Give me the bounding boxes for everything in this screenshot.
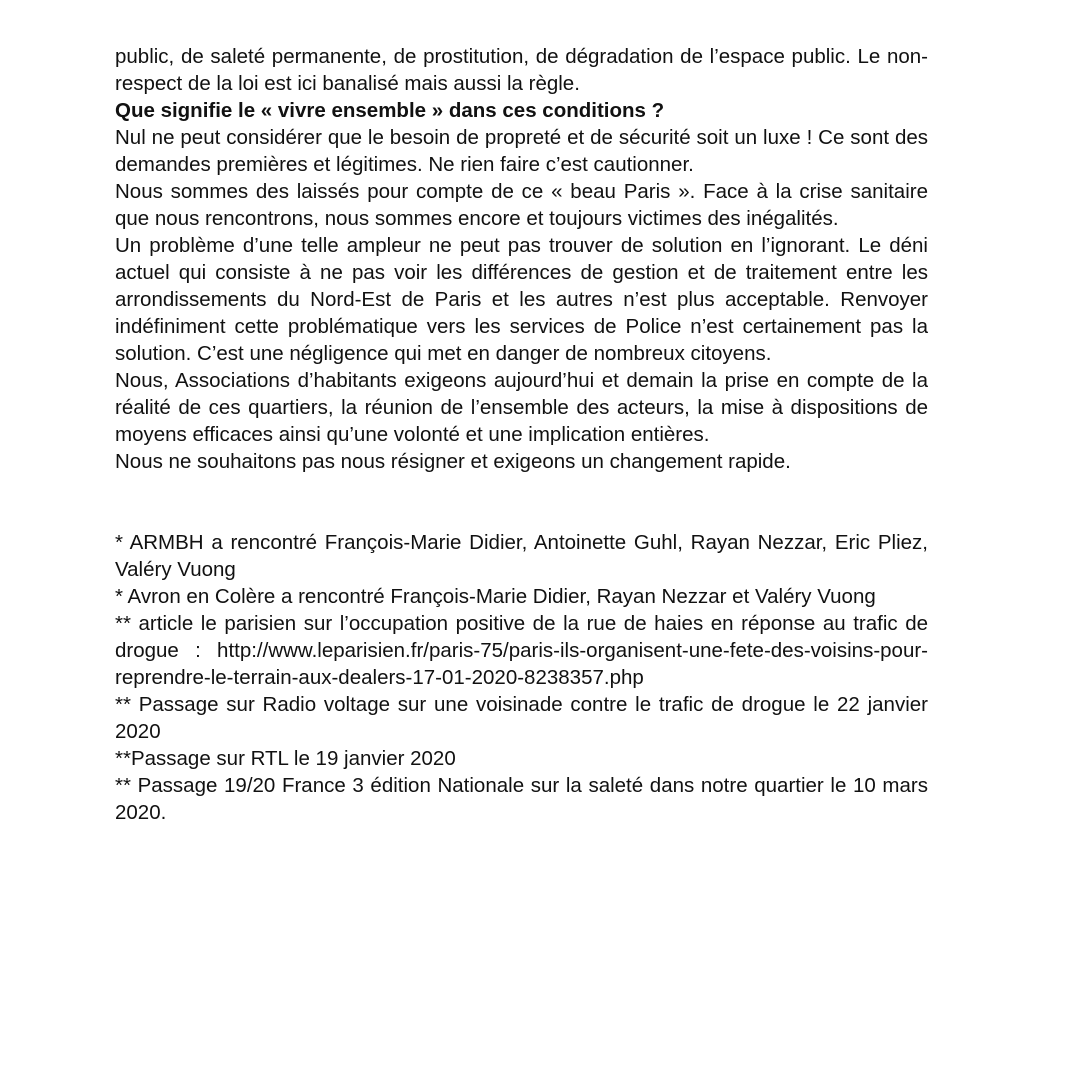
- paragraph-left-behind: Nous sommes des laissés pour compte de ce « beau Paris ». Face à la crise sanitaire que nous rencontrons, nous sommes encore et toujours victimes des inégalités.: [115, 180, 928, 230]
- section-heading: Que signifie le « vivre ensemble » dans ces conditions ?: [115, 99, 665, 122]
- paragraph-rights: Nul ne peut considérer que le besoin de propreté et de sécurité soit un luxe ! Ce sont des demandes premières et légitimes. Ne rien faire c’est cautionner.: [115, 126, 928, 176]
- footnotes: [115, 529, 928, 826]
- footnote-article-link[interactable]: ** article le parisien sur l’occupation positive de la rue de haies en réponse au trafic de drogue : http://www.leparisien.fr/paris-75/paris-ils-organisent-une-fete-des-voisins-pour-reprendre-le-terrain-aux-dealers-17-01-2020-8238357.php: [115, 612, 928, 689]
- footnote-avron: * Avron en Colère a rencontré François-Marie Didier, Rayan Nezzar et Valéry Vuong: [115, 585, 876, 608]
- footnote-radio-voltage: ** Passage sur Radio voltage sur une voisinade contre le trafic de drogue le 22 janvier 2020: [115, 693, 928, 743]
- paragraph-demands: Nous, Associations d’habitants exigeons aujourd’hui et demain la prise en compte de la réalité de ces quartiers, la réunion de l’ensemble des acteurs, la mise à dispositions de moyens efficaces ainsi qu’une volonté et une implication entières.: [115, 369, 928, 446]
- footnote-armbh: * ARMBH a rencontré François-Marie Didier, Antoinette Guhl, Rayan Nezzar, Eric Pliez, Valéry Vuong: [115, 531, 928, 581]
- footnote-rtl: **Passage sur RTL le 19 janvier 2020: [115, 747, 456, 770]
- paragraph-conclusion: Nous ne souhaitons pas nous résigner et exigeons un changement rapide.: [115, 450, 791, 473]
- footnote-france3: ** Passage 19/20 France 3 édition Nationale sur la saleté dans notre quartier le 10 mars 2020.: [115, 774, 928, 824]
- document-page: [115, 43, 928, 826]
- paragraph-cleanliness: public, de saleté permanente, de prostitution, de dégradation de l’espace public. Le non-respect de la loi est ici banalisé mais aussi la règle.: [115, 45, 928, 95]
- spacer: [115, 475, 928, 529]
- paragraph-denial: Un problème d’une telle ampleur ne peut pas trouver de solution en l’ignorant. Le déni actuel qui consiste à ne pas voir les différences de gestion et de traitement entre les arrondissements du Nord-Est de Paris et les autres n’est plus acceptable. Renvoyer indéfiniment cette problématique vers les services de Police n’est certainement pas la solution. C’est une négligence qui met en danger de nombreux citoyens.: [115, 234, 928, 365]
